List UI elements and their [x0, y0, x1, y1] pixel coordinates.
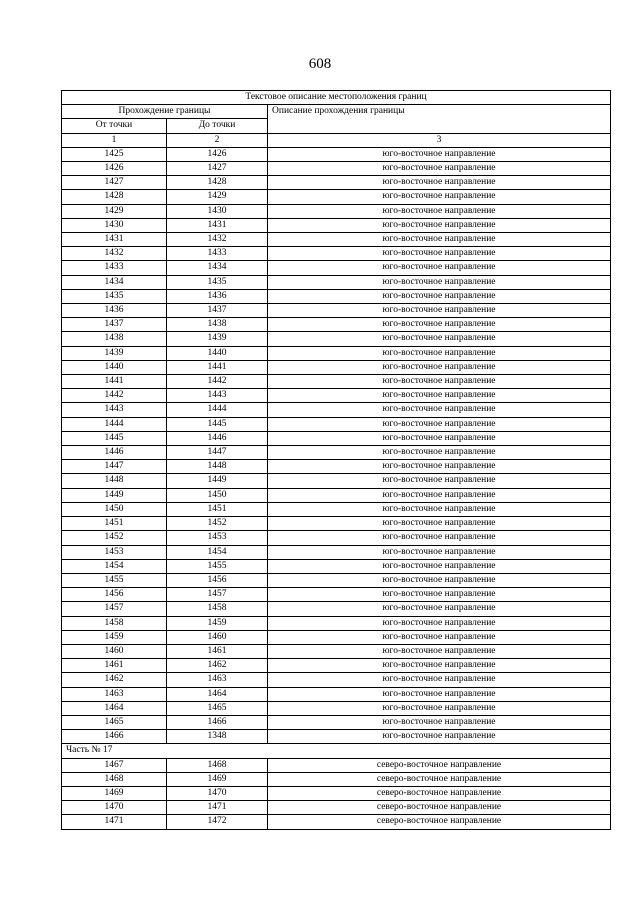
to-point-cell: 1439: [167, 332, 268, 346]
to-point-cell: 1458: [167, 602, 268, 616]
direction-cell: юго-восточное направление: [268, 644, 611, 658]
group-header: Прохождение границы: [62, 105, 268, 119]
table-row: [62, 730, 611, 744]
to-point-cell: 1470: [167, 786, 268, 800]
to-point-cell: 1440: [167, 346, 268, 360]
to-point-cell: 1450: [167, 488, 268, 502]
direction-cell: юго-восточное направление: [268, 517, 611, 531]
direction-cell: юго-восточное направление: [268, 588, 611, 602]
column-number-row: [62, 133, 611, 147]
direction-cell: юго-восточное направление: [268, 218, 611, 232]
from-point-cell: 1471: [62, 815, 167, 829]
direction-cell: юго-восточное направление: [268, 673, 611, 687]
to-point-cell: 1430: [167, 204, 268, 218]
from-point-cell: 1444: [62, 417, 167, 431]
from-point-cell: 1460: [62, 644, 167, 658]
direction-cell: юго-восточное направление: [268, 417, 611, 431]
table-row: [62, 417, 611, 431]
table-row: [62, 488, 611, 502]
direction-cell: юго-восточное направление: [268, 275, 611, 289]
table-row: [62, 545, 611, 559]
from-point-cell: 1462: [62, 673, 167, 687]
from-point-cell: 1437: [62, 318, 167, 332]
to-point-cell: 1452: [167, 517, 268, 531]
table-row: [62, 801, 611, 815]
from-point-cell: 1425: [62, 147, 167, 161]
from-point-cell: 1464: [62, 701, 167, 715]
from-point-cell: 1455: [62, 573, 167, 587]
direction-cell: юго-восточное направление: [268, 488, 611, 502]
column-number: 3: [268, 133, 611, 147]
direction-cell: северо-восточное направление: [268, 786, 611, 800]
direction-cell: юго-восточное направление: [268, 460, 611, 474]
to-header: До точки: [167, 119, 268, 133]
to-point-cell: 1435: [167, 275, 268, 289]
to-point-cell: 1457: [167, 588, 268, 602]
table-row: [62, 318, 611, 332]
to-point-cell: 1434: [167, 261, 268, 275]
table-row: [62, 233, 611, 247]
table-row: [62, 659, 611, 673]
to-point-cell: 1427: [167, 162, 268, 176]
to-point-cell: 1431: [167, 218, 268, 232]
from-point-cell: 1427: [62, 176, 167, 190]
direction-cell: юго-восточное направление: [268, 730, 611, 744]
table-title: Текстовое описание местоположения границ: [62, 91, 611, 105]
direction-cell: юго-восточное направление: [268, 261, 611, 275]
from-point-cell: 1469: [62, 786, 167, 800]
table-row: [62, 673, 611, 687]
to-point-cell: 1445: [167, 417, 268, 431]
from-point-cell: 1429: [62, 204, 167, 218]
from-point-cell: 1432: [62, 247, 167, 261]
from-point-cell: 1463: [62, 687, 167, 701]
to-point-cell: 1432: [167, 233, 268, 247]
column-number: 1: [62, 133, 167, 147]
to-point-cell: 1426: [167, 147, 268, 161]
from-point-cell: 1445: [62, 431, 167, 445]
table-row: [62, 573, 611, 587]
from-point-cell: 1426: [62, 162, 167, 176]
from-point-cell: 1453: [62, 545, 167, 559]
to-point-cell: 1453: [167, 531, 268, 545]
page-number: 608: [308, 56, 332, 72]
section-label: Часть № 17: [62, 744, 611, 758]
to-point-cell: 1437: [167, 304, 268, 318]
from-point-cell: 1436: [62, 304, 167, 318]
direction-cell: юго-восточное направление: [268, 346, 611, 360]
from-header: От точки: [62, 119, 167, 133]
direction-cell: юго-восточное направление: [268, 431, 611, 445]
from-point-cell: 1441: [62, 375, 167, 389]
direction-cell: юго-восточное направление: [268, 190, 611, 204]
from-point-cell: 1440: [62, 360, 167, 374]
from-point-cell: 1458: [62, 616, 167, 630]
from-point-cell: 1452: [62, 531, 167, 545]
direction-cell: юго-восточное направление: [268, 602, 611, 616]
table-row: [62, 218, 611, 232]
table-row: [62, 588, 611, 602]
direction-cell: юго-восточное направление: [268, 233, 611, 247]
to-point-cell: 1444: [167, 403, 268, 417]
table-row: [62, 715, 611, 729]
direction-cell: юго-восточное направление: [268, 332, 611, 346]
to-point-cell: 1459: [167, 616, 268, 630]
to-point-cell: 1466: [167, 715, 268, 729]
to-point-cell: 1348: [167, 730, 268, 744]
table-title-row: [62, 91, 611, 105]
from-point-cell: 1442: [62, 389, 167, 403]
direction-cell: северо-восточное направление: [268, 758, 611, 772]
to-point-cell: 1438: [167, 318, 268, 332]
direction-cell: юго-восточное направление: [268, 559, 611, 573]
direction-cell: юго-восточное направление: [268, 701, 611, 715]
to-point-cell: 1441: [167, 360, 268, 374]
direction-cell: юго-восточное направление: [268, 375, 611, 389]
from-point-cell: 1433: [62, 261, 167, 275]
direction-cell: юго-восточное направление: [268, 147, 611, 161]
table-row: [62, 289, 611, 303]
column-number: 2: [167, 133, 268, 147]
direction-cell: юго-восточное направление: [268, 304, 611, 318]
from-point-cell: 1459: [62, 630, 167, 644]
direction-cell: юго-восточное направление: [268, 162, 611, 176]
from-point-cell: 1431: [62, 233, 167, 247]
from-point-cell: 1466: [62, 730, 167, 744]
table-row: [62, 275, 611, 289]
direction-cell: юго-восточное направление: [268, 502, 611, 516]
description-header: Описание прохождения границы: [268, 105, 611, 133]
to-point-cell: 1442: [167, 375, 268, 389]
table-row: [62, 375, 611, 389]
direction-cell: юго-восточное направление: [268, 474, 611, 488]
table-row: [62, 602, 611, 616]
direction-cell: юго-восточное направление: [268, 659, 611, 673]
direction-cell: северо-восточное направление: [268, 772, 611, 786]
from-point-cell: 1468: [62, 772, 167, 786]
table-body: [62, 91, 611, 830]
table-row: [62, 815, 611, 829]
to-point-cell: 1455: [167, 559, 268, 573]
direction-cell: юго-восточное направление: [268, 531, 611, 545]
from-point-cell: 1467: [62, 758, 167, 772]
to-point-cell: 1471: [167, 801, 268, 815]
to-point-cell: 1463: [167, 673, 268, 687]
to-point-cell: 1472: [167, 815, 268, 829]
to-point-cell: 1460: [167, 630, 268, 644]
direction-cell: юго-восточное направление: [268, 403, 611, 417]
table-row: [62, 247, 611, 261]
to-point-cell: 1464: [167, 687, 268, 701]
from-point-cell: 1465: [62, 715, 167, 729]
to-point-cell: 1436: [167, 289, 268, 303]
table-row: [62, 630, 611, 644]
to-point-cell: 1449: [167, 474, 268, 488]
to-point-cell: 1447: [167, 446, 268, 460]
table-row: [62, 701, 611, 715]
table-row: [62, 190, 611, 204]
table-row: [62, 346, 611, 360]
from-point-cell: 1428: [62, 190, 167, 204]
to-point-cell: 1461: [167, 644, 268, 658]
direction-cell: юго-восточное направление: [268, 545, 611, 559]
to-point-cell: 1443: [167, 389, 268, 403]
table-row: [62, 786, 611, 800]
table-row: [62, 502, 611, 516]
table-row: [62, 616, 611, 630]
to-point-cell: 1462: [167, 659, 268, 673]
direction-cell: юго-восточное направление: [268, 389, 611, 403]
direction-cell: юго-восточное направление: [268, 204, 611, 218]
direction-cell: юго-восточное направление: [268, 176, 611, 190]
table-row: [62, 332, 611, 346]
table-row: [62, 531, 611, 545]
table-row: [62, 758, 611, 772]
to-point-cell: 1451: [167, 502, 268, 516]
from-point-cell: 1430: [62, 218, 167, 232]
to-point-cell: 1468: [167, 758, 268, 772]
table-row: [62, 460, 611, 474]
from-point-cell: 1461: [62, 659, 167, 673]
table-row: [62, 644, 611, 658]
table-row: [62, 360, 611, 374]
direction-cell: северо-восточное направление: [268, 815, 611, 829]
table-row: [62, 559, 611, 573]
table-row: [62, 176, 611, 190]
table-row: [62, 431, 611, 445]
direction-cell: юго-восточное направление: [268, 247, 611, 261]
direction-cell: юго-восточное направление: [268, 630, 611, 644]
from-point-cell: 1448: [62, 474, 167, 488]
section-row: [62, 744, 611, 758]
to-point-cell: 1429: [167, 190, 268, 204]
table-row: [62, 261, 611, 275]
direction-cell: северо-восточное направление: [268, 801, 611, 815]
table-row: [62, 304, 611, 318]
to-point-cell: 1454: [167, 545, 268, 559]
direction-cell: юго-восточное направление: [268, 616, 611, 630]
table-row: [62, 772, 611, 786]
to-point-cell: 1456: [167, 573, 268, 587]
to-point-cell: 1448: [167, 460, 268, 474]
from-point-cell: 1446: [62, 446, 167, 460]
to-point-cell: 1428: [167, 176, 268, 190]
from-point-cell: 1447: [62, 460, 167, 474]
table-row: [62, 147, 611, 161]
from-point-cell: 1443: [62, 403, 167, 417]
group-header-row: [62, 105, 611, 119]
boundary-table: [61, 90, 611, 830]
from-point-cell: 1451: [62, 517, 167, 531]
to-point-cell: 1433: [167, 247, 268, 261]
direction-cell: юго-восточное направление: [268, 289, 611, 303]
table-row: [62, 204, 611, 218]
to-point-cell: 1446: [167, 431, 268, 445]
to-point-cell: 1465: [167, 701, 268, 715]
from-point-cell: 1456: [62, 588, 167, 602]
from-point-cell: 1450: [62, 502, 167, 516]
direction-cell: юго-восточное направление: [268, 715, 611, 729]
from-point-cell: 1449: [62, 488, 167, 502]
from-point-cell: 1438: [62, 332, 167, 346]
table-row: [62, 517, 611, 531]
table-row: [62, 687, 611, 701]
direction-cell: юго-восточное направление: [268, 360, 611, 374]
direction-cell: юго-восточное направление: [268, 573, 611, 587]
from-point-cell: 1439: [62, 346, 167, 360]
from-point-cell: 1435: [62, 289, 167, 303]
table-row: [62, 162, 611, 176]
direction-cell: юго-восточное направление: [268, 318, 611, 332]
from-point-cell: 1457: [62, 602, 167, 616]
from-point-cell: 1434: [62, 275, 167, 289]
to-point-cell: 1469: [167, 772, 268, 786]
table-row: [62, 389, 611, 403]
table-row: [62, 474, 611, 488]
from-point-cell: 1470: [62, 801, 167, 815]
table-row: [62, 446, 611, 460]
direction-cell: юго-восточное направление: [268, 687, 611, 701]
direction-cell: юго-восточное направление: [268, 446, 611, 460]
from-point-cell: 1454: [62, 559, 167, 573]
table-row: [62, 403, 611, 417]
